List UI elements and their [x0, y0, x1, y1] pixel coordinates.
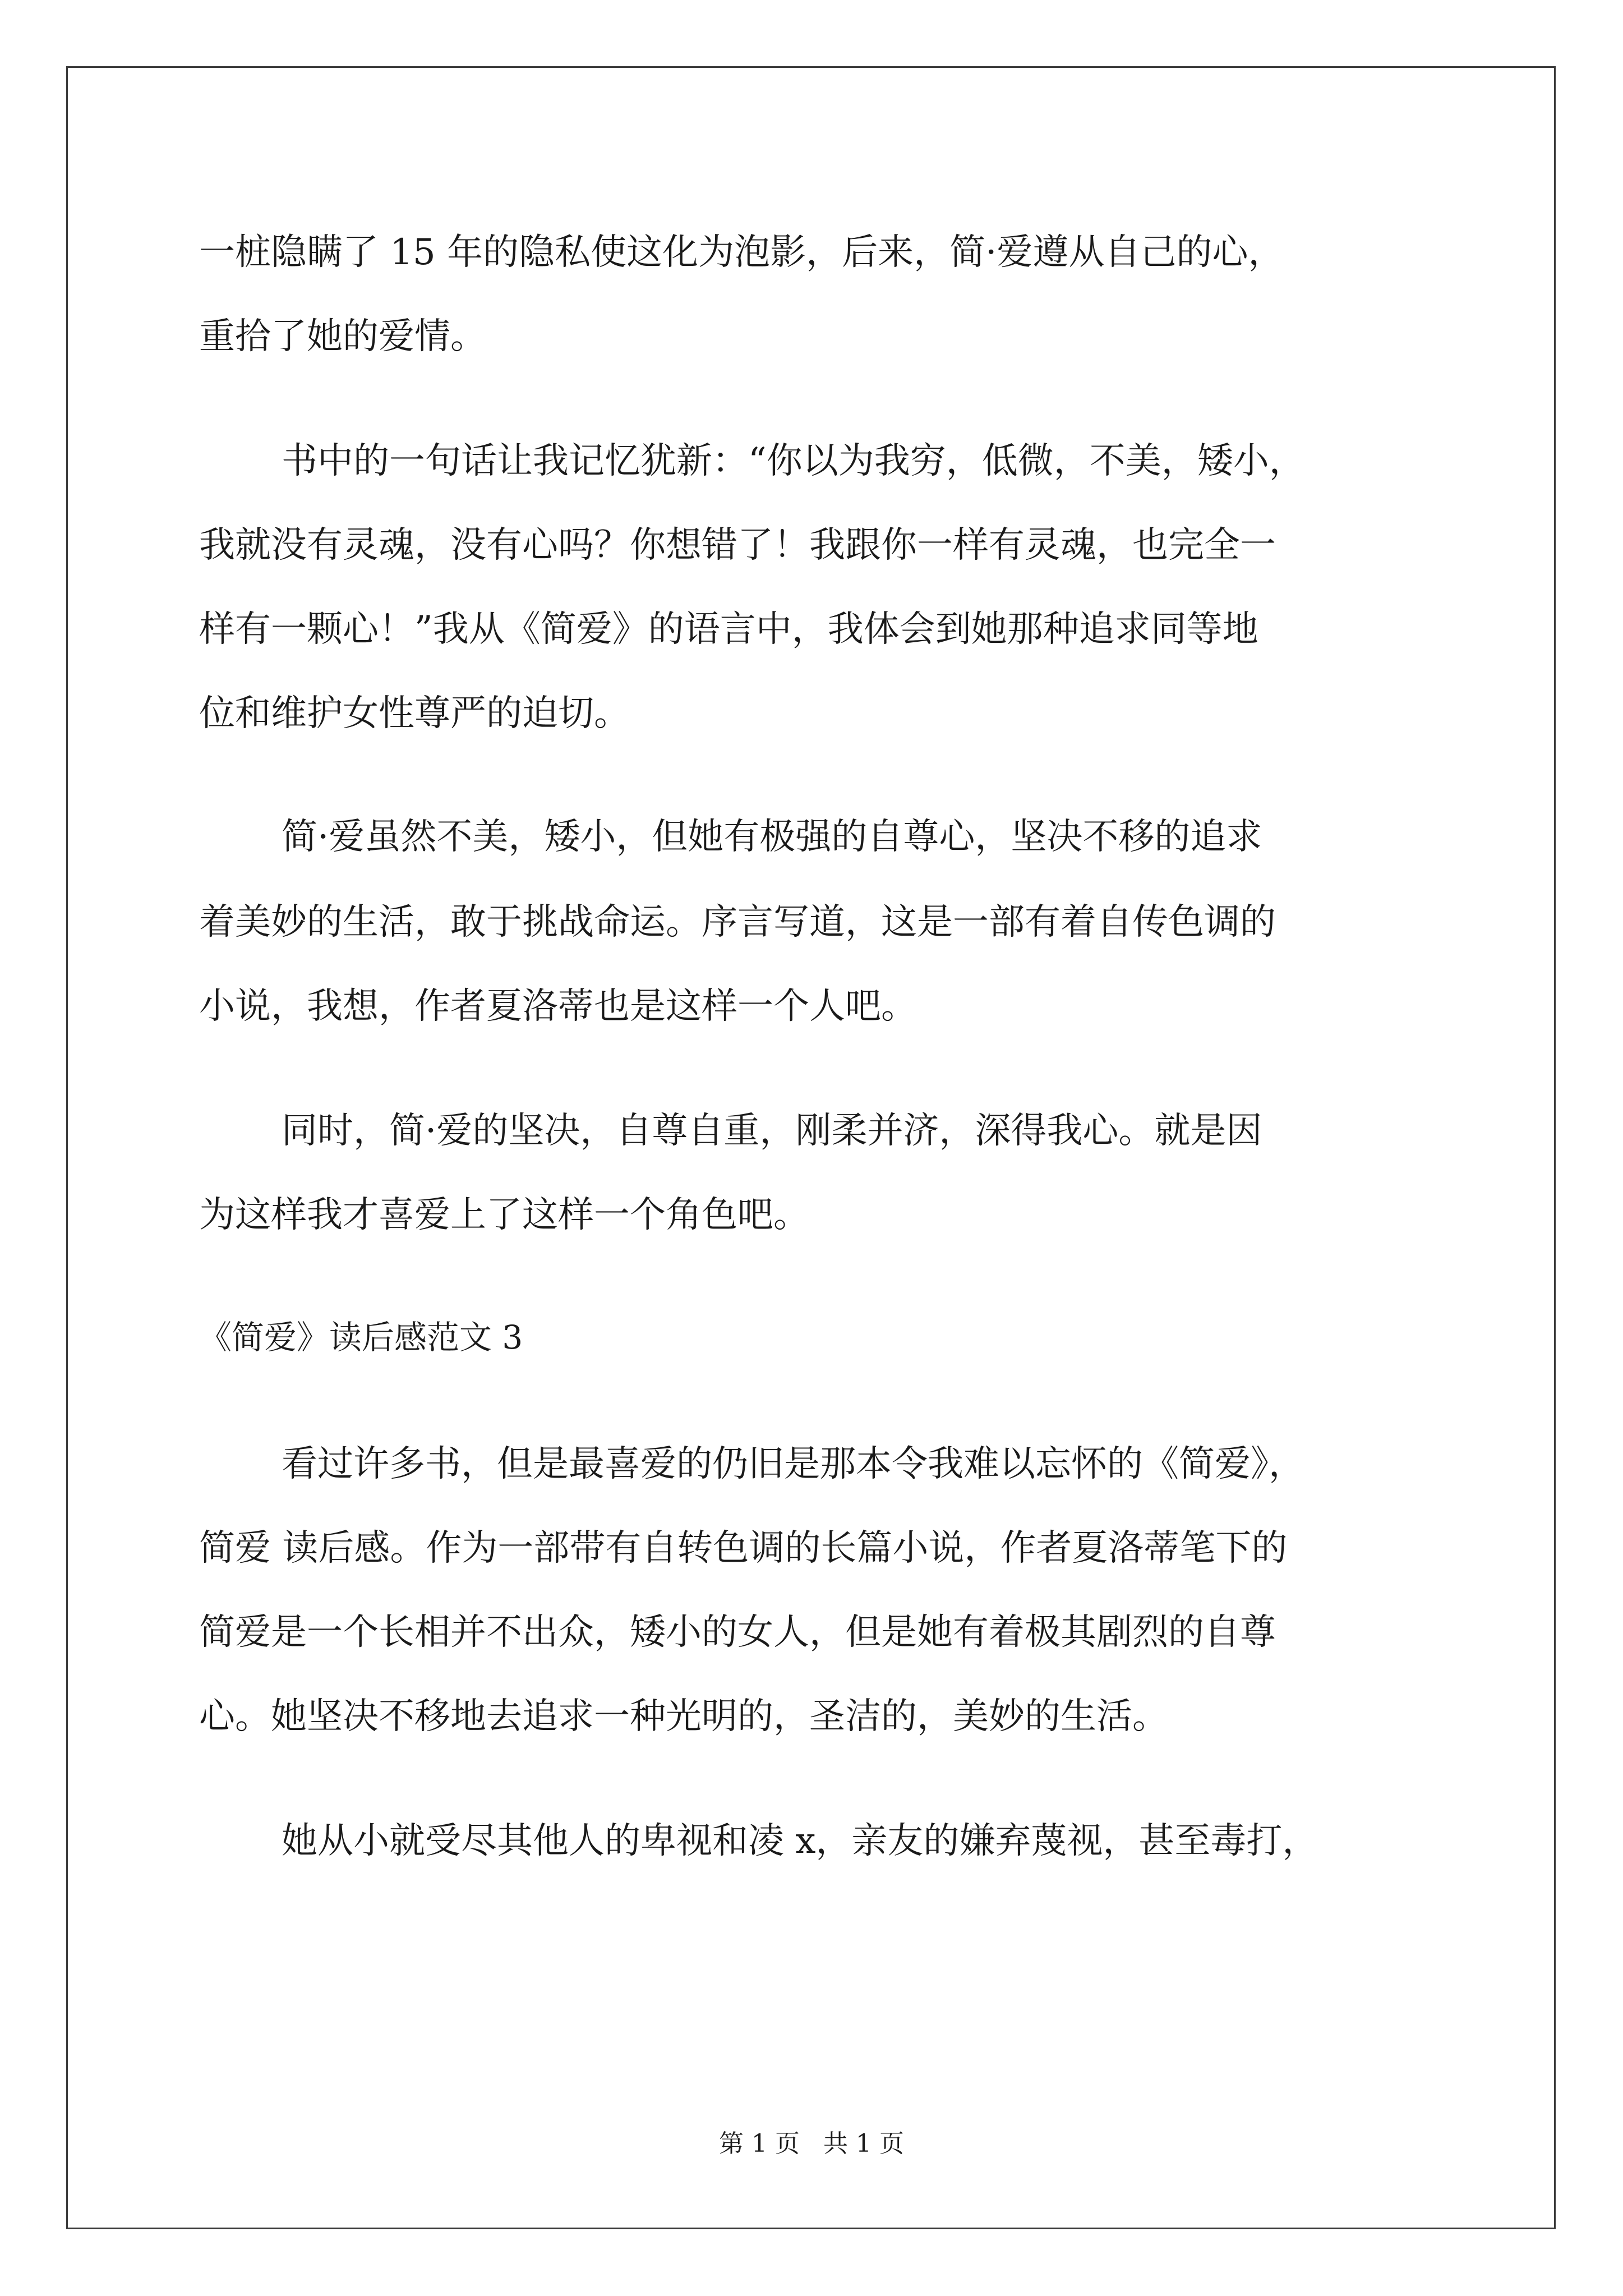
paragraph-first-line: 看过许多书，但是最喜爱的仍旧是那本令我难以忘怀的《简爱》， [282, 1443, 1304, 1485]
text-line: 小说，我想，作者夏洛蒂也是这样一个人吧。 [199, 986, 917, 1027]
paragraph-first-line: 简·爱虽然不美，矮小，但她有极强的自尊心，坚决不移的追求 [282, 816, 1262, 858]
text-line: 心。她坚决不移地去追求一种光明的，圣洁的，美妙的生活。 [199, 1696, 1168, 1737]
text-line: 位和维护女性尊严的迫切。 [199, 693, 630, 734]
text-line: 着美妙的生活，敢于挑战命运。序言写道，这是一部有着自传色调的 [199, 901, 1276, 943]
text-line: 一桩隐瞒了 15 年的隐私使这化为泡影，后来，简·爱遵从自己的心， [199, 232, 1284, 273]
text-line: 样有一颗心！”我从《简爱》的语言中，我体会到她那种追求同等地 [199, 609, 1258, 650]
text-line: 我就没有灵魂，没有心吗？你想错了！我跟你一样有灵魂，也完全一 [199, 524, 1276, 566]
section-heading: 《简爱》读后感范文 3 [199, 1318, 523, 1356]
paragraph-first-line: 同时，简·爱的坚决，自尊自重，刚柔并济，深得我心。就是因 [282, 1110, 1262, 1152]
text-line: 简爱 读后感。作为一部带有自转色调的长篇小说，作者夏洛蒂笔下的 [199, 1527, 1288, 1569]
paragraph-first-line: 书中的一句话让我记忆犹新：“你以为我穷，低微，不美，矮小， [282, 440, 1305, 482]
paragraph-first-line: 她从小就受尽其他人的卑视和凌 x，亲友的嫌弃蔑视，甚至毒打， [282, 1820, 1318, 1862]
page-footer: 第 1 页 共 1 页 [719, 2129, 904, 2158]
text-line: 为这样我才喜爱上了这样一个角色吧。 [199, 1194, 809, 1236]
text-line: 简爱是一个长相并不出众，矮小的女人，但是她有着极其剧烈的自尊 [199, 1612, 1276, 1653]
text-line: 重拾了她的爱情。 [199, 316, 486, 357]
